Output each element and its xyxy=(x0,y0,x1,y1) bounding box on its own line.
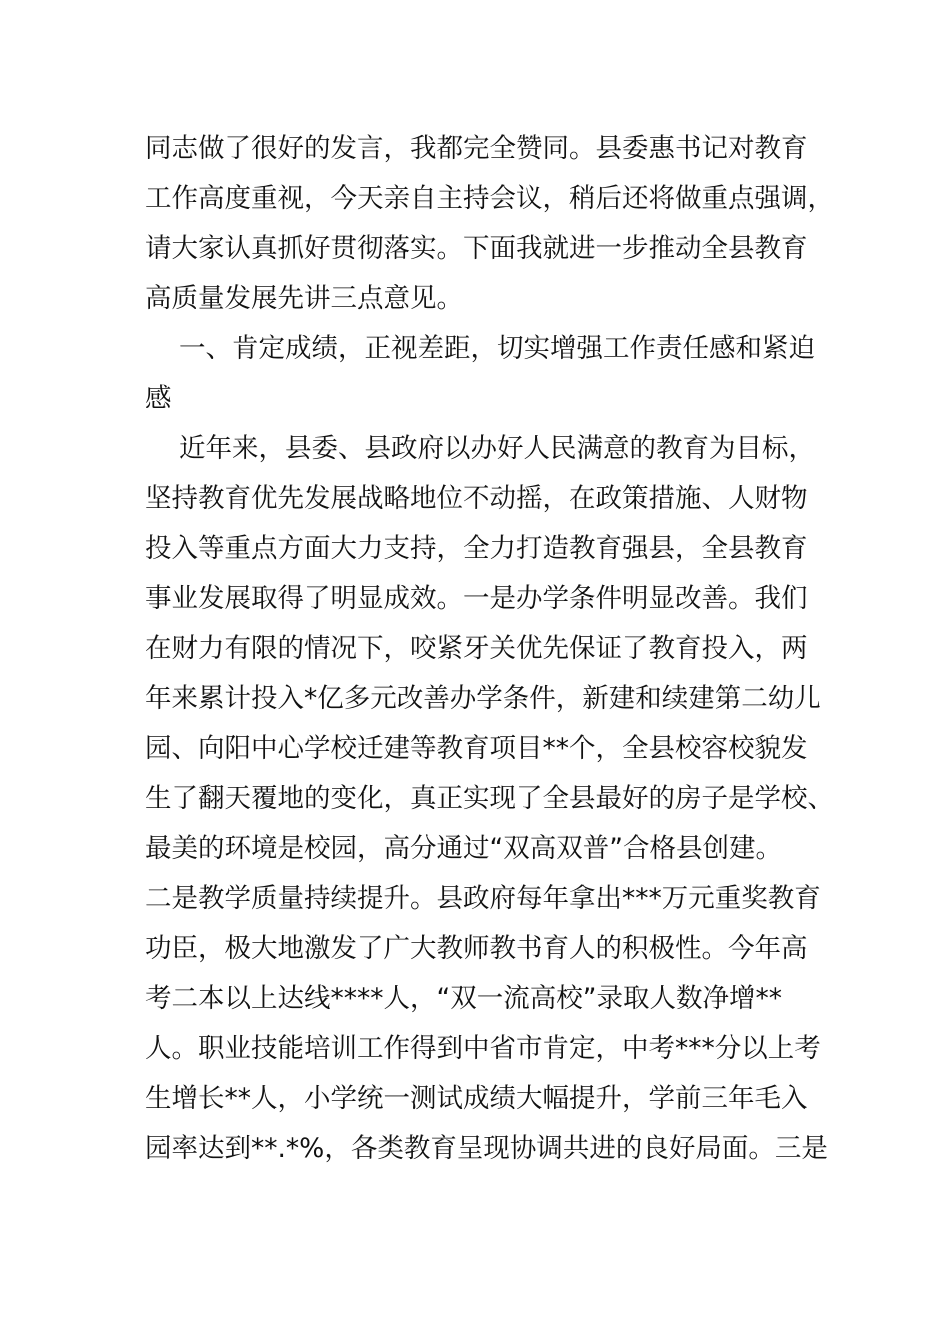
text-line: 工作高度重视，今天亲自主持会议，稍后还将做重点强调， xyxy=(145,183,834,214)
text-line: 园、向阳中心学校迁建等教育项目**个，全县校容校貌发 xyxy=(145,733,808,764)
text-line: 投入等重点方面大力支持，全力打造教育强县，全县教育 xyxy=(145,533,808,564)
document-body xyxy=(145,124,834,1174)
text-line: 生了翻天覆地的变化，真正实现了全县最好的房子是学校、 xyxy=(145,783,834,814)
text-line: 高质量发展先讲三点意见。 xyxy=(145,283,463,314)
text-line: 坚持教育优先发展战略地位不动摇，在政策措施、人财物 xyxy=(145,483,808,514)
text-line: 请大家认真抓好贯彻落实。下面我就进一步推动全县教育 xyxy=(145,233,808,264)
text-line: 考二本以上达线****人，“双一流高校”录取人数净增** xyxy=(145,983,782,1014)
text-line: 园率达到**.*%，各类教育呈现协调共进的良好局面。三是 xyxy=(145,1133,828,1164)
text-line: 人。职业技能培训工作得到中省市肯定，中考***分以上考 xyxy=(145,1033,821,1064)
text-line: 生增长**人，小学统一测试成绩大幅提升，学前三年毛入 xyxy=(145,1083,808,1114)
text-line: 同志做了很好的发言，我都完全赞同。县委惠书记对教育 xyxy=(145,133,808,164)
text-line: 最美的环境是校园，高分通过“双高双普”合格县创建。 xyxy=(145,833,782,864)
section-heading: 一、肯定成绩，正视差距，切实增强工作责任感和紧迫 xyxy=(179,333,815,364)
text-line: 年来累计投入*亿多元改善办学条件，新建和续建第二幼儿 xyxy=(145,683,821,714)
text-line: 事业发展取得了明显成效。一是办学条件明显改善。我们 xyxy=(145,583,808,614)
text-line: 近年来，县委、县政府以办好人民满意的教育为目标， xyxy=(179,433,815,464)
section-heading-continuation: 感 xyxy=(145,383,172,414)
text-line: 功臣，极大地激发了广大教师教书育人的积极性。今年高 xyxy=(145,933,808,964)
text-line: 在财力有限的情况下，咬紧牙关优先保证了教育投入，两 xyxy=(145,633,808,664)
text-line: 二是教学质量持续提升。县政府每年拿出***万元重奖教育 xyxy=(145,883,821,914)
